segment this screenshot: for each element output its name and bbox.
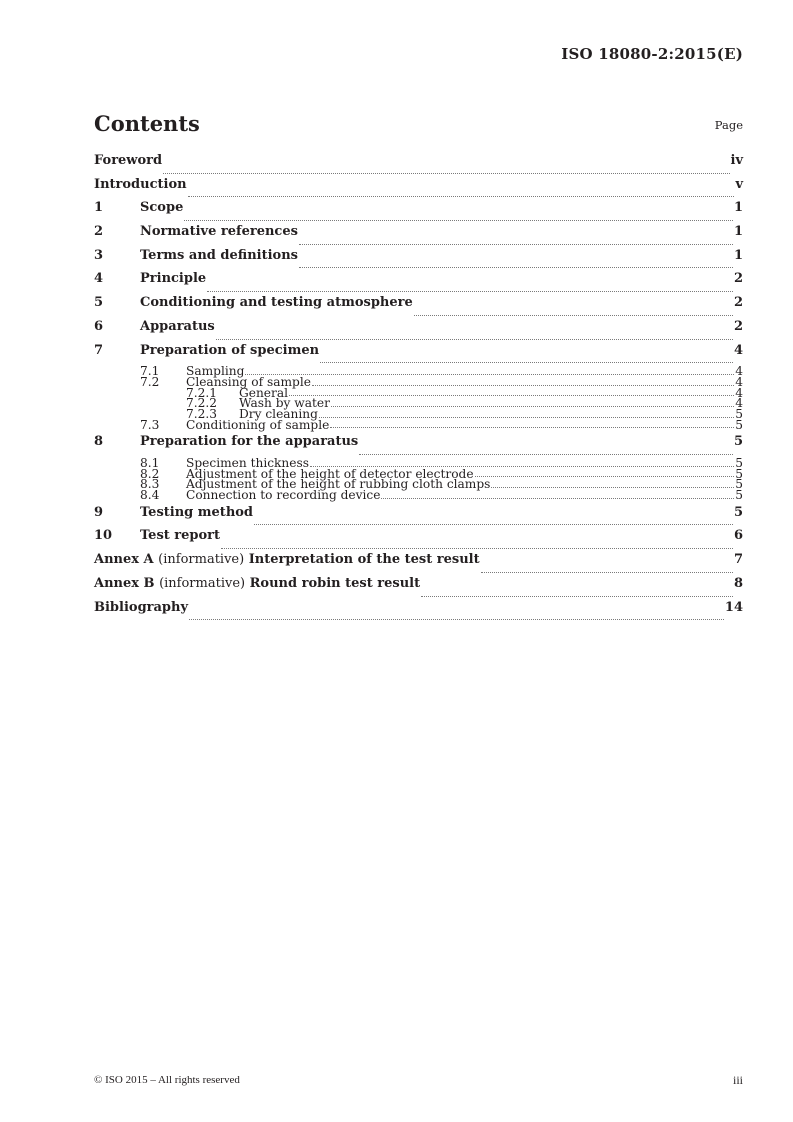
toc-entry-title: Conditioning and testing atmosphere [140, 295, 413, 311]
toc-entry-page: 2 [733, 318, 743, 334]
toc-entry[interactable] [94, 434, 743, 458]
toc-entry-page: 2 [733, 271, 743, 287]
toc-entry-number: 7.2.2 [186, 396, 218, 411]
toc-entry[interactable] [94, 295, 743, 319]
toc-entry-page: 1 [733, 200, 743, 216]
dot-leader [359, 453, 733, 455]
toc-entry-title: Conditioning of sample [186, 417, 330, 432]
dot-leader [189, 618, 724, 620]
toc-entry-page: 5 [735, 417, 743, 432]
toc-subentry[interactable] [94, 417, 743, 432]
toc-entry[interactable] [94, 271, 743, 295]
toc-entry-page: 4 [733, 342, 743, 358]
toc-entry[interactable] [94, 343, 743, 367]
toc-entry[interactable] [94, 153, 743, 177]
dot-leader [245, 373, 734, 375]
toc-entry-number: 7.2 [140, 374, 160, 389]
toc-entry-number: 7 [94, 342, 104, 358]
toc-entry-page: 4 [735, 385, 743, 400]
toc-entry[interactable] [94, 319, 743, 343]
dot-leader [312, 384, 734, 386]
dot-leader [299, 266, 733, 268]
toc-entry-number: 5 [94, 295, 104, 311]
toc-entry-title: Cleansing of sample [186, 374, 311, 389]
toc-entry-number: 2 [94, 224, 104, 240]
toc-subentry[interactable] [94, 490, 743, 501]
toc-entry-page: 5 [735, 406, 743, 421]
toc-entry-page: iv [730, 153, 743, 168]
toc-entry-title: Preparation of specimen [140, 342, 320, 358]
annex-note: (informative) [159, 575, 246, 591]
dot-leader [475, 475, 735, 477]
toc-entry[interactable] [94, 248, 743, 272]
toc-entry[interactable] [94, 552, 743, 576]
toc-entry-title: Foreword [94, 153, 163, 168]
dot-leader [184, 219, 733, 221]
toc-entry-page: 5 [735, 477, 743, 492]
toc-entry-page: 4 [735, 374, 743, 389]
document-id: ISO 18080-2:2015(E) [561, 45, 743, 63]
toc-entry-title: Introduction [94, 176, 187, 192]
toc-entry-number: 7.2.1 [186, 385, 218, 400]
toc-entry-page: 1 [733, 247, 743, 263]
toc-entry-title: Terms and definitions [140, 247, 298, 263]
toc-entry-title: Connection to recording device [186, 488, 381, 503]
toc-entry-number: 4 [94, 271, 104, 287]
toc-entry-page: 6 [733, 528, 743, 544]
toc-entry[interactable] [94, 600, 743, 624]
copyright-notice: © ISO 2015 – All rights reserved [94, 1074, 240, 1086]
contents-heading: Contents [94, 111, 200, 136]
toc-entry-title: Principle [140, 271, 207, 287]
toc-entry-title: Normative references [140, 224, 298, 240]
toc-entry[interactable] [94, 505, 743, 529]
toc-entry-title: Sampling [186, 364, 245, 379]
toc-entry-title: Scope [140, 200, 184, 216]
toc-entry-number: 8.4 [140, 488, 160, 503]
toc-entry-page: 5 [735, 488, 743, 503]
table-of-contents [94, 153, 743, 623]
dot-leader [289, 394, 734, 396]
toc-entry-page: 2 [733, 295, 743, 311]
toc-entry[interactable] [94, 177, 743, 201]
dot-leader [254, 523, 733, 525]
dot-leader [414, 314, 733, 316]
toc-entry-page: 5 [733, 504, 743, 520]
toc-entry-page: 5 [735, 456, 743, 470]
toc-entry-title: Specimen thickness [186, 456, 310, 470]
toc-entry-page: 5 [733, 434, 743, 450]
dot-leader [320, 361, 733, 363]
annex-label: Annex A [94, 552, 154, 568]
page-column-label: Page [714, 118, 743, 132]
dot-leader [216, 338, 733, 340]
dot-leader [481, 571, 733, 573]
toc-entry-page: 5 [735, 466, 743, 481]
toc-entry-number: 8.3 [140, 477, 160, 492]
toc-entry-page: 8 [733, 575, 743, 591]
toc-entry-page: 14 [724, 599, 743, 615]
dot-leader [491, 486, 734, 488]
toc-entry-page: 1 [733, 224, 743, 240]
toc-entry[interactable] [94, 224, 743, 248]
toc-entry-number: 7.1 [140, 364, 160, 379]
toc-entry-number: 8.2 [140, 466, 160, 481]
dot-leader [207, 290, 733, 292]
toc-entry-number: 7.3 [140, 417, 160, 432]
dot-leader [188, 195, 735, 197]
annex-label: Annex B [94, 575, 155, 591]
toc-entry[interactable] [94, 576, 743, 600]
toc-entry-number: 6 [94, 318, 104, 334]
dot-leader [319, 416, 734, 418]
toc-entry-title: Bibliography [94, 599, 189, 615]
annex-title: Interpretation of the test result [248, 552, 480, 568]
toc-entry-title: Wash by water [239, 396, 330, 411]
toc-entry-number: 10 [94, 528, 113, 544]
toc-entry-number: 8 [94, 434, 104, 450]
toc-entry-page: 4 [735, 396, 743, 411]
dot-leader [421, 595, 733, 597]
toc-entry-page: v [735, 176, 743, 192]
dot-leader [299, 243, 733, 245]
annex-title: Round robin test result [249, 575, 421, 591]
toc-entry[interactable] [94, 528, 743, 552]
toc-entry-title [94, 552, 480, 567]
toc-entry-title: Test report [140, 528, 221, 544]
toc-entry-title [94, 576, 420, 591]
toc-entry-number: 3 [94, 247, 104, 263]
toc-entry-title: Apparatus [140, 318, 215, 334]
dot-leader [331, 405, 734, 407]
toc-entry-title: Preparation for the apparatus [140, 434, 359, 450]
dot-leader [381, 497, 734, 499]
toc-entry-title: Adjustment of the height of rubbing cloth clamps [186, 477, 491, 492]
toc-entry-title: General [239, 385, 288, 400]
toc-entry-title: Adjustment of the height of detector electrode [186, 466, 474, 481]
toc-entry-number: 8.1 [140, 456, 160, 470]
toc-entry-title: Dry cleaning [239, 406, 318, 421]
toc-entry-page: 4 [735, 364, 743, 379]
toc-entry-number: 1 [94, 200, 104, 216]
toc-entry-page: 7 [733, 552, 743, 568]
toc-entry-number: 9 [94, 504, 104, 520]
toc-entry-number: 7.2.3 [186, 406, 218, 421]
page-number: iii [732, 1073, 743, 1087]
dot-leader [221, 547, 733, 549]
annex-note: (informative) [158, 552, 245, 568]
dot-leader [330, 426, 734, 428]
toc-entry[interactable] [94, 200, 743, 224]
dot-leader [163, 172, 729, 174]
toc-entry-title: Testing method [140, 504, 254, 520]
